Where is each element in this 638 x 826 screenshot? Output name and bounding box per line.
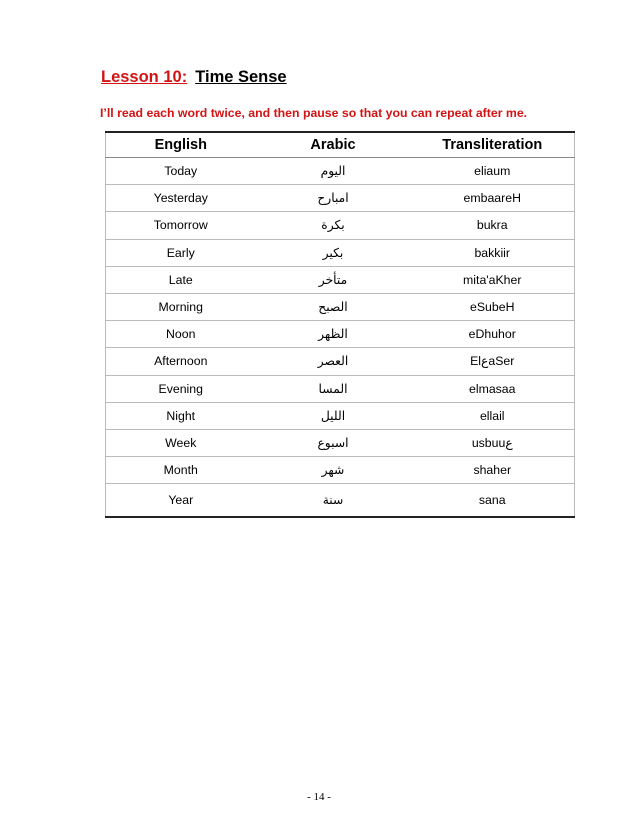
table-header-row <box>106 132 575 158</box>
english-cell: Late <box>106 266 256 293</box>
arabic-cell: العصر <box>256 348 411 375</box>
table-row <box>106 185 575 212</box>
transliteration-cell: bukra <box>411 212 575 239</box>
page-number: - 14 - <box>307 791 331 803</box>
header-english: English <box>106 132 256 158</box>
table-row <box>106 212 575 239</box>
transliteration-cell: bakkiir <box>411 239 575 266</box>
vocabulary-table <box>105 131 575 518</box>
english-cell: Today <box>106 158 256 185</box>
table-row <box>106 484 575 518</box>
english-cell: Month <box>106 457 256 484</box>
header-transliteration: Transliteration <box>411 132 575 158</box>
arabic-cell: المسا <box>256 375 411 402</box>
english-cell: Week <box>106 429 256 456</box>
table-row <box>106 348 575 375</box>
arabic-cell: شهر <box>256 457 411 484</box>
arabic-cell: امبارح <box>256 185 411 212</box>
english-cell: Early <box>106 239 256 266</box>
table-row <box>106 429 575 456</box>
arabic-cell: بكير <box>256 239 411 266</box>
english-cell: Tomorrow <box>106 212 256 239</box>
table-row <box>106 402 575 429</box>
table-row <box>106 158 575 185</box>
transliteration-cell: eDhuhor <box>411 321 575 348</box>
transliteration-cell: embaareH <box>411 185 575 212</box>
arabic-cell: اسبوع <box>256 429 411 456</box>
english-cell: Yesterday <box>106 185 256 212</box>
table-row <box>106 293 575 320</box>
english-cell: Morning <box>106 293 256 320</box>
arabic-cell: الصبح <box>256 293 411 320</box>
english-cell: Noon <box>106 321 256 348</box>
transliteration-cell: eSubeH <box>411 293 575 320</box>
transliteration-cell: usbuuع <box>411 429 575 456</box>
transliteration-cell: ElعaSer <box>411 348 575 375</box>
english-cell: Evening <box>106 375 256 402</box>
english-cell: Night <box>106 402 256 429</box>
transliteration-cell: shaher <box>411 457 575 484</box>
arabic-cell: الظهر <box>256 321 411 348</box>
table-row <box>106 321 575 348</box>
arabic-cell: بكرة <box>256 212 411 239</box>
arabic-cell: اليوم <box>256 158 411 185</box>
arabic-cell: متأخر <box>256 266 411 293</box>
arabic-cell: سنة <box>256 484 411 518</box>
english-cell: Year <box>106 484 256 518</box>
table-row <box>106 266 575 293</box>
header-arabic: Arabic <box>256 132 411 158</box>
transliteration-cell: mita'aKher <box>411 266 575 293</box>
transliteration-cell: eliaum <box>411 158 575 185</box>
lesson-topic: Time Sense <box>195 68 287 86</box>
english-cell: Afternoon <box>106 348 256 375</box>
transliteration-cell: elmasaa <box>411 375 575 402</box>
transliteration-cell: sana <box>411 484 575 518</box>
table-row <box>106 375 575 402</box>
lesson-number: Lesson 10: <box>101 68 188 86</box>
transliteration-cell: ellail <box>411 402 575 429</box>
table-row <box>106 239 575 266</box>
arabic-cell: الليل <box>256 402 411 429</box>
lesson-title <box>101 68 287 87</box>
table-row <box>106 457 575 484</box>
instruction-text: I’ll read each word twice, and then pause so that you can repeat after me. <box>100 106 528 120</box>
